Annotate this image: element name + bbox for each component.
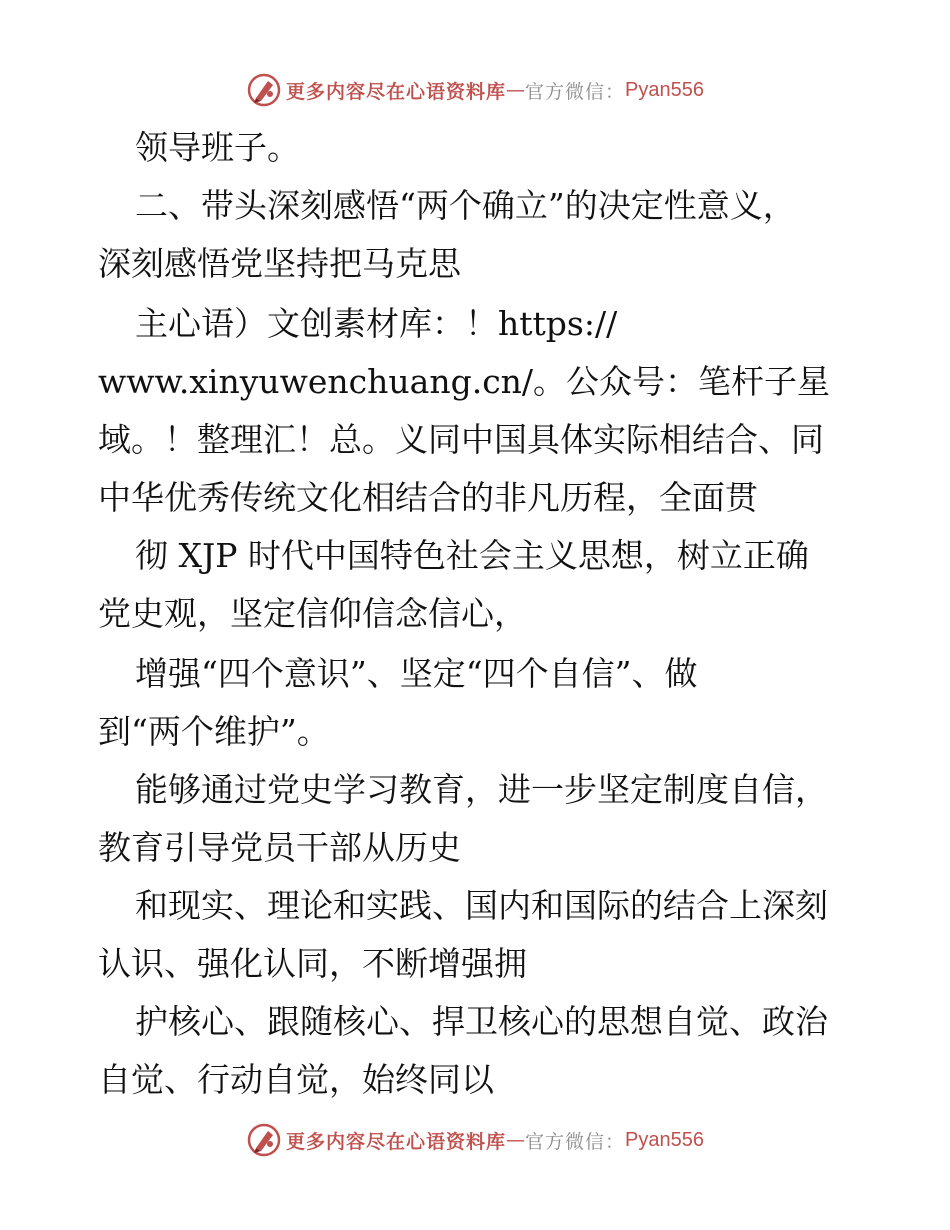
pen-logo-icon [246, 1122, 282, 1158]
body-line-6: 域。！整理汇！总。义同中国具体实际相结合、同 [98, 420, 824, 459]
body-line-12: 能够通过党史学习教育，进一步坚定制度自信， [135, 770, 828, 809]
body-line-15: 认识、强化认同，不断增强拥 [98, 944, 527, 983]
body-line-11: 到“两个维护”。 [98, 712, 330, 751]
banner-wechat-id: Pyan556 [625, 1128, 704, 1151]
banner-brand-text: 更多内容尽在心语资料库 [286, 1130, 507, 1153]
body-line-2: 二、带头深刻感悟“两个确立”的决定性意义， [135, 186, 796, 225]
body-line-5: www.xinyuwenchuang.cn/。公众号：笔杆子星 [98, 362, 831, 401]
banner-dash: — [506, 79, 526, 101]
banner-official-text: 官方微信： [525, 80, 626, 103]
body-line-10: 增强“四个意识”、坚定“四个自信”、做 [135, 654, 698, 693]
body-line-9: 党史观，坚定信仰信念信心， [98, 594, 527, 633]
banner-wechat-id: Pyan556 [625, 78, 704, 101]
footer-banner [0, 1120, 950, 1160]
banner-brand-text: 更多内容尽在心语资料库 [286, 80, 507, 103]
banner-dash: — [506, 1129, 526, 1151]
body-line-7: 中华优秀传统文化相结合的非凡历程，全面贯 [98, 478, 758, 517]
body-line-16: 护核心、跟随核心、捍卫核心的思想自觉、政治 [135, 1002, 828, 1041]
body-line-8: 彻 XJP 时代中国特色社会主义思想，树立正确 [135, 536, 809, 575]
body-line-4: 主心语）文创素材库：！https:// [135, 304, 618, 343]
header-banner [0, 70, 950, 110]
body-line-1: 领导班子。 [135, 128, 300, 167]
body-line-3: 深刻感悟党坚持把马克思 [98, 244, 461, 283]
body-line-13: 教育引导党员干部从历史 [98, 828, 461, 867]
body-line-14: 和现实、理论和实践、国内和国际的结合上深刻 [135, 886, 828, 925]
banner-official-text: 官方微信： [525, 1130, 626, 1153]
pen-logo-icon [246, 72, 282, 108]
body-line-17: 自觉、行动自觉，始终同以 [98, 1060, 494, 1099]
